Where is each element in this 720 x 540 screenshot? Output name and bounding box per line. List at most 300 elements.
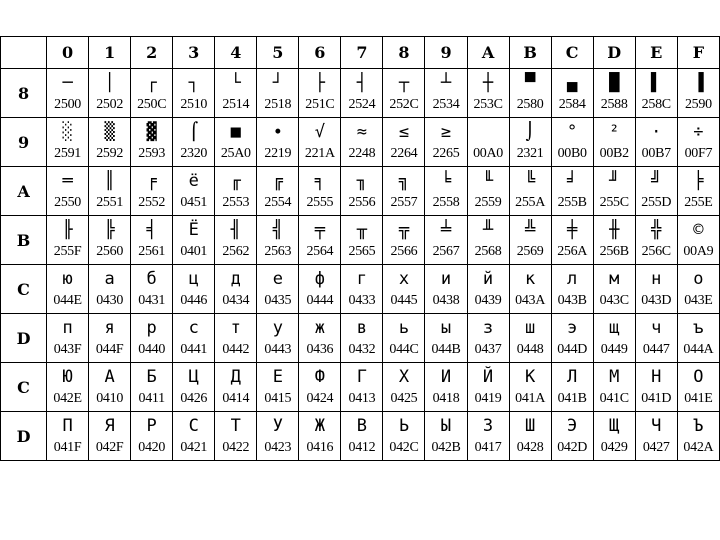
character-cell xyxy=(47,167,89,216)
character-glyph: ÷ xyxy=(693,122,704,142)
character-glyph: Л xyxy=(567,367,578,387)
character-glyph: └ xyxy=(230,73,241,93)
unicode-code-point: 2566 xyxy=(390,244,418,259)
unicode-code-point: 043E xyxy=(684,293,713,308)
unicode-code-point: 2559 xyxy=(474,195,502,210)
unicode-code-point: 0427 xyxy=(642,440,670,455)
character-cell xyxy=(89,314,131,363)
unicode-code-point: 2557 xyxy=(390,195,418,210)
character-cell xyxy=(257,314,299,363)
unicode-code-point: 0441 xyxy=(180,342,208,357)
character-glyph: ├ xyxy=(314,73,325,93)
character-glyph xyxy=(468,121,509,145)
character-glyph: и xyxy=(440,269,452,289)
unicode-code-point: 2264 xyxy=(390,146,418,161)
character-glyph: о xyxy=(693,269,704,289)
character-cell xyxy=(341,167,383,216)
character-cell xyxy=(131,69,173,118)
character-cell xyxy=(215,314,257,363)
character-glyph: О xyxy=(693,367,704,387)
unicode-code-point: 2561 xyxy=(138,244,166,259)
character-cell xyxy=(467,412,509,461)
column-header: D xyxy=(593,37,635,69)
character-cell xyxy=(425,363,467,412)
character-cell xyxy=(467,69,509,118)
character-glyph: ╪ xyxy=(567,220,578,240)
unicode-code-point: 042D xyxy=(557,440,588,455)
character-cell xyxy=(89,265,131,314)
character-glyph: ▓ xyxy=(146,122,157,142)
character-cell xyxy=(215,412,257,461)
character-cell xyxy=(467,216,509,265)
unicode-code-point: 2592 xyxy=(96,146,124,161)
character-cell xyxy=(131,118,173,167)
character-glyph: х xyxy=(398,269,410,289)
unicode-code-point: 2534 xyxy=(432,97,460,112)
character-glyph: е xyxy=(272,269,283,289)
unicode-code-point: 0416 xyxy=(306,440,334,455)
character-cell xyxy=(593,167,635,216)
character-glyph: Б xyxy=(146,367,157,387)
character-glyph: ═ xyxy=(62,171,73,191)
character-glyph: █ xyxy=(609,73,620,93)
unicode-code-point: 2553 xyxy=(222,195,250,210)
unicode-code-point: 0425 xyxy=(390,391,418,406)
character-cell xyxy=(677,412,719,461)
character-cell xyxy=(47,216,89,265)
character-cell xyxy=(635,265,677,314)
unicode-code-point: 0451 xyxy=(180,195,208,210)
column-header: A xyxy=(467,37,509,69)
character-glyph: д xyxy=(230,269,241,289)
character-glyph: С xyxy=(188,416,199,436)
character-glyph: Н xyxy=(651,367,662,387)
unicode-code-point: 0448 xyxy=(516,342,544,357)
character-glyph: У xyxy=(272,416,283,436)
row-header: A xyxy=(1,167,47,216)
character-cell xyxy=(593,216,635,265)
corner-cell xyxy=(1,37,47,69)
character-glyph: р xyxy=(146,318,157,338)
character-glyph: ╣ xyxy=(272,220,283,240)
character-glyph: ≤ xyxy=(398,122,410,142)
character-cell xyxy=(89,216,131,265)
unicode-code-point: 0432 xyxy=(348,342,376,357)
table-row xyxy=(1,216,720,265)
character-glyph: ╠ xyxy=(104,220,115,240)
unicode-code-point: 0428 xyxy=(516,440,544,455)
character-glyph: п xyxy=(62,318,73,338)
character-glyph: ╡ xyxy=(146,220,157,240)
character-glyph: н xyxy=(651,269,662,289)
character-cell xyxy=(299,167,341,216)
character-glyph: т xyxy=(230,318,241,338)
unicode-code-point: 2590 xyxy=(684,97,712,112)
character-glyph: Ё xyxy=(188,220,199,240)
character-cell xyxy=(425,412,467,461)
character-glyph: ┌ xyxy=(146,73,157,93)
character-cell xyxy=(341,69,383,118)
character-glyph: ╬ xyxy=(651,220,662,240)
unicode-code-point: 2558 xyxy=(432,195,460,210)
unicode-code-point: 2556 xyxy=(348,195,376,210)
character-cell xyxy=(467,118,509,167)
unicode-code-point: 042C xyxy=(389,440,419,455)
character-glyph: │ xyxy=(104,73,115,93)
character-cell xyxy=(551,216,593,265)
character-glyph: ╛ xyxy=(567,171,578,191)
character-glyph: ╗ xyxy=(398,171,410,191)
character-cell xyxy=(215,69,257,118)
character-glyph: Я xyxy=(104,416,115,436)
unicode-code-point: 255A xyxy=(515,195,546,210)
character-cell xyxy=(425,216,467,265)
character-glyph: ╦ xyxy=(398,220,410,240)
character-glyph: у xyxy=(272,318,283,338)
character-glyph: л xyxy=(567,269,578,289)
character-glyph: в xyxy=(356,318,368,338)
unicode-code-point: 0446 xyxy=(180,293,208,308)
character-cell xyxy=(89,167,131,216)
unicode-code-point: 041A xyxy=(515,391,546,406)
character-cell xyxy=(257,118,299,167)
character-cell xyxy=(383,363,425,412)
code-page-table xyxy=(0,36,720,461)
character-glyph: с xyxy=(188,318,199,338)
character-glyph: Ы xyxy=(440,416,452,436)
character-cell xyxy=(425,118,467,167)
character-glyph: ╟ xyxy=(62,220,73,240)
table-row xyxy=(1,314,720,363)
character-glyph: ▒ xyxy=(104,122,115,142)
character-cell xyxy=(635,167,677,216)
unicode-code-point: 0412 xyxy=(348,440,376,455)
character-glyph: Э xyxy=(567,416,578,436)
character-cell xyxy=(509,216,551,265)
character-glyph: Е xyxy=(272,367,283,387)
table-row xyxy=(1,412,720,461)
unicode-code-point: 0424 xyxy=(306,391,334,406)
unicode-code-point: 00A9 xyxy=(683,244,714,259)
unicode-code-point: 0413 xyxy=(348,391,376,406)
character-glyph: ┘ xyxy=(272,73,283,93)
character-glyph: ┬ xyxy=(398,73,410,93)
character-glyph: Ь xyxy=(398,416,410,436)
unicode-code-point: 00B0 xyxy=(557,146,587,161)
character-cell xyxy=(551,167,593,216)
character-glyph: Г xyxy=(356,367,368,387)
unicode-code-point: 250C xyxy=(137,97,167,112)
character-cell xyxy=(425,69,467,118)
character-cell xyxy=(593,363,635,412)
character-cell xyxy=(341,363,383,412)
character-cell xyxy=(215,118,257,167)
character-glyph: ╢ xyxy=(230,220,241,240)
unicode-code-point: 2552 xyxy=(138,195,166,210)
unicode-code-point: 0435 xyxy=(264,293,292,308)
unicode-code-point: 0410 xyxy=(96,391,124,406)
character-cell xyxy=(47,265,89,314)
character-glyph: я xyxy=(104,318,115,338)
character-cell xyxy=(299,314,341,363)
unicode-code-point: 2569 xyxy=(516,244,544,259)
row-header: B xyxy=(1,216,47,265)
character-cell xyxy=(593,314,635,363)
character-cell xyxy=(257,216,299,265)
character-cell xyxy=(341,118,383,167)
unicode-code-point: 0420 xyxy=(138,440,166,455)
character-cell xyxy=(215,265,257,314)
unicode-code-point: 0443 xyxy=(264,342,292,357)
character-glyph: ╧ xyxy=(440,220,452,240)
row-header: 9 xyxy=(1,118,47,167)
row-header: C xyxy=(1,265,47,314)
character-cell xyxy=(341,216,383,265)
unicode-code-point: 2568 xyxy=(474,244,502,259)
character-cell xyxy=(551,69,593,118)
character-glyph: В xyxy=(356,416,368,436)
character-cell xyxy=(173,314,215,363)
column-header: C xyxy=(551,37,593,69)
row-header: 8 xyxy=(1,69,47,118)
unicode-code-point: 0431 xyxy=(138,293,166,308)
character-glyph: ф xyxy=(314,269,325,289)
character-cell xyxy=(677,69,719,118)
unicode-code-point: 042A xyxy=(683,440,714,455)
character-glyph: ш xyxy=(524,318,536,338)
character-cell xyxy=(509,412,551,461)
character-glyph: ┐ xyxy=(188,73,199,93)
character-cell xyxy=(173,412,215,461)
unicode-code-point: 0449 xyxy=(600,342,628,357)
character-cell xyxy=(341,412,383,461)
character-glyph: ╤ xyxy=(314,220,325,240)
unicode-code-point: 0418 xyxy=(432,391,460,406)
unicode-code-point: 041D xyxy=(641,391,672,406)
unicode-code-point: 044B xyxy=(431,342,461,357)
unicode-code-point: 2567 xyxy=(432,244,460,259)
character-cell xyxy=(593,412,635,461)
character-cell xyxy=(593,118,635,167)
unicode-code-point: 042F xyxy=(95,440,124,455)
character-cell xyxy=(173,69,215,118)
table-row xyxy=(1,363,720,412)
character-glyph: © xyxy=(693,220,704,240)
character-cell xyxy=(47,363,89,412)
unicode-code-point: 2564 xyxy=(306,244,334,259)
character-cell xyxy=(677,118,719,167)
character-cell xyxy=(89,363,131,412)
unicode-code-point: 2321 xyxy=(516,146,544,161)
character-cell xyxy=(47,412,89,461)
character-cell xyxy=(425,314,467,363)
character-glyph: ъ xyxy=(693,318,704,338)
unicode-code-point: 0426 xyxy=(180,391,208,406)
character-glyph: Ц xyxy=(188,367,199,387)
unicode-code-point: 255D xyxy=(641,195,672,210)
character-cell xyxy=(509,265,551,314)
unicode-code-point: 0401 xyxy=(180,244,208,259)
character-glyph: ╚ xyxy=(524,171,536,191)
unicode-code-point: 255E xyxy=(684,195,713,210)
character-cell xyxy=(383,314,425,363)
unicode-code-point: 2562 xyxy=(222,244,250,259)
character-cell xyxy=(257,412,299,461)
unicode-code-point: 2265 xyxy=(432,146,460,161)
character-cell xyxy=(131,412,173,461)
character-glyph: щ xyxy=(609,318,620,338)
column-header: F xyxy=(677,37,719,69)
character-glyph: ≈ xyxy=(356,122,368,142)
row-header: D xyxy=(1,314,47,363)
character-glyph: Т xyxy=(230,416,241,436)
unicode-code-point: 0411 xyxy=(138,391,165,406)
character-glyph: ▀ xyxy=(524,73,536,93)
character-glyph: к xyxy=(524,269,536,289)
unicode-code-point: 2514 xyxy=(222,97,250,112)
character-glyph: ╥ xyxy=(356,220,368,240)
character-glyph: ┤ xyxy=(356,73,368,93)
unicode-code-point: 2591 xyxy=(54,146,81,161)
character-glyph: ╨ xyxy=(482,220,494,240)
character-glyph: А xyxy=(104,367,115,387)
character-glyph: З xyxy=(482,416,494,436)
character-cell xyxy=(383,69,425,118)
character-glyph: ▐ xyxy=(693,73,704,93)
character-glyph: ж xyxy=(314,318,325,338)
unicode-code-point: 0417 xyxy=(474,440,502,455)
column-header: 7 xyxy=(341,37,383,69)
unicode-code-point: 0423 xyxy=(264,440,292,455)
unicode-code-point: 221A xyxy=(304,146,335,161)
character-cell xyxy=(467,265,509,314)
unicode-code-point: 044A xyxy=(683,342,714,357)
character-glyph: ю xyxy=(62,269,73,289)
character-glyph: ч xyxy=(651,318,662,338)
column-header: 6 xyxy=(299,37,341,69)
unicode-code-point: 0437 xyxy=(474,342,502,357)
character-glyph: ≥ xyxy=(440,122,452,142)
character-glyph: Й xyxy=(482,367,494,387)
character-glyph: √ xyxy=(314,122,325,142)
character-glyph: П xyxy=(62,416,73,436)
character-cell xyxy=(509,314,551,363)
character-cell xyxy=(635,412,677,461)
character-glyph: ╘ xyxy=(440,171,452,191)
unicode-code-point: 0434 xyxy=(222,293,250,308)
row-header: D xyxy=(1,412,47,461)
character-cell xyxy=(299,69,341,118)
unicode-code-point: 041F xyxy=(53,440,82,455)
character-glyph: й xyxy=(482,269,494,289)
character-cell xyxy=(299,118,341,167)
character-cell xyxy=(257,167,299,216)
character-cell xyxy=(593,265,635,314)
unicode-code-point: 0438 xyxy=(432,293,460,308)
unicode-code-point: 044E xyxy=(53,293,82,308)
character-cell xyxy=(383,118,425,167)
unicode-code-point: 041E xyxy=(684,391,713,406)
unicode-code-point: 044D xyxy=(557,342,588,357)
table-body xyxy=(1,69,720,461)
unicode-code-point: 044C xyxy=(389,342,419,357)
character-cell xyxy=(677,363,719,412)
character-glyph: з xyxy=(482,318,494,338)
character-cell xyxy=(131,167,173,216)
character-cell xyxy=(215,363,257,412)
character-cell xyxy=(299,363,341,412)
column-header: 5 xyxy=(257,37,299,69)
character-cell xyxy=(635,118,677,167)
character-cell xyxy=(467,363,509,412)
character-cell xyxy=(677,265,719,314)
character-cell xyxy=(257,69,299,118)
character-cell xyxy=(635,363,677,412)
character-glyph: э xyxy=(567,318,578,338)
character-glyph: ║ xyxy=(104,171,115,191)
character-cell xyxy=(215,167,257,216)
character-cell xyxy=(47,118,89,167)
character-cell xyxy=(131,363,173,412)
character-cell xyxy=(131,314,173,363)
column-header: 2 xyxy=(131,37,173,69)
unicode-code-point: 043F xyxy=(53,342,82,357)
character-glyph: м xyxy=(609,269,620,289)
character-glyph: ■ xyxy=(230,122,241,142)
character-glyph: б xyxy=(146,269,157,289)
character-cell xyxy=(173,167,215,216)
unicode-code-point: 0430 xyxy=(96,293,124,308)
character-cell xyxy=(551,314,593,363)
character-glyph: ╞ xyxy=(693,171,704,191)
character-cell xyxy=(383,412,425,461)
character-cell xyxy=(89,412,131,461)
character-glyph: ╙ xyxy=(482,171,494,191)
character-cell xyxy=(509,167,551,216)
character-cell xyxy=(551,363,593,412)
character-glyph: ┼ xyxy=(482,73,494,93)
character-glyph: ⌡ xyxy=(524,122,536,142)
unicode-code-point: 043D xyxy=(641,293,672,308)
column-header: 3 xyxy=(173,37,215,69)
character-cell xyxy=(173,118,215,167)
unicode-code-point: 256B xyxy=(599,244,629,259)
column-header-row xyxy=(1,37,720,69)
character-glyph: Ю xyxy=(62,367,73,387)
unicode-code-point: 258C xyxy=(641,97,671,112)
character-glyph: ё xyxy=(188,171,199,191)
character-cell xyxy=(677,314,719,363)
character-cell xyxy=(383,167,425,216)
unicode-code-point: 256C xyxy=(641,244,671,259)
unicode-code-point: 0442 xyxy=(222,342,250,357)
character-cell xyxy=(47,69,89,118)
character-glyph: ░ xyxy=(62,122,73,142)
character-glyph: Щ xyxy=(609,416,620,436)
unicode-code-point: 252C xyxy=(389,97,419,112)
unicode-code-point: 2563 xyxy=(264,244,292,259)
character-cell xyxy=(299,412,341,461)
unicode-code-point: 2565 xyxy=(348,244,376,259)
unicode-code-point: 0415 xyxy=(264,391,292,406)
unicode-code-point: 041B xyxy=(557,391,587,406)
unicode-code-point: 255B xyxy=(557,195,587,210)
unicode-code-point: 2500 xyxy=(54,97,81,112)
unicode-code-point: 044F xyxy=(95,342,124,357)
character-glyph: г xyxy=(356,269,368,289)
character-glyph: ╕ xyxy=(314,171,325,191)
character-glyph: ь xyxy=(398,318,410,338)
